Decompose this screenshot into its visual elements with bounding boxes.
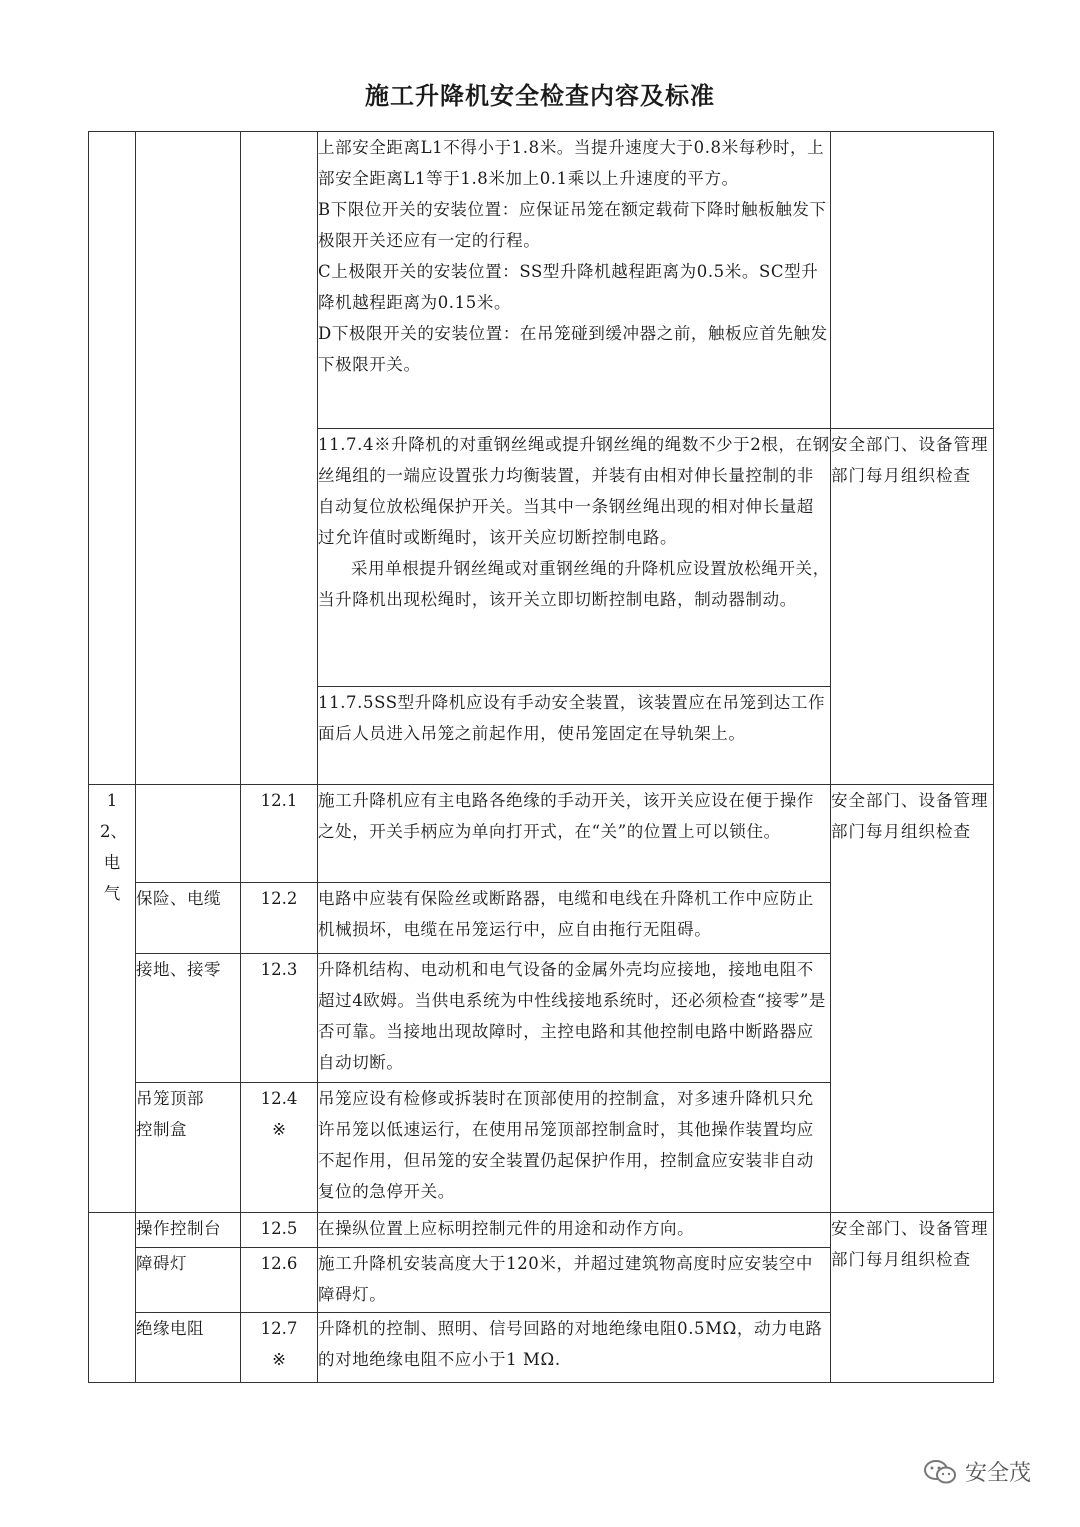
content-cell: 施工升降机应有主电路各绝缘的手动开关，该开关应设在便于操作之处，开关手柄应为单向打开式，在“关”的位置上可以锁住。 [318,785,831,883]
name-cell [136,785,241,883]
content-cell: 升降机的控制、照明、信号回路的对地绝缘电阻0.5MΩ，动力电路的对地绝缘电阻不应小于1 MΩ. [318,1313,831,1383]
dept-cell [831,132,994,429]
name-cell: 绝缘电阻 [136,1313,241,1383]
content-cell: 在操纵位置上应标明控制元件的用途和动作方向。 [318,1213,831,1248]
inspection-table [88,131,994,1383]
num-cell: 12.6 [241,1248,318,1313]
name-cell: 操作控制台 [136,1213,241,1248]
name-cell: 障碍灯 [136,1248,241,1313]
content-cell: 11.7.5SS型升降机应设有手动安全装置，该装置应在吊笼到达工作面后人员进入吊笼之前起作用，使吊笼固定在导轨架上。 [318,687,831,785]
content-cell: 施工升降机安装高度大于120米，并超过建筑物高度时应安装空中障碍灯。 [318,1248,831,1313]
content-cell: 升降机结构、电动机和电气设备的金属外壳均应接地，接地电阻不超过4欧姆。当供电系统为中性线接地系统时，还必须检查“接零”是否可靠。当接地出现故障时，主控电路和其他控制电路中断路器应自动切断。 [318,954,831,1083]
table-row [89,132,994,429]
wechat-icon [923,1459,957,1485]
num-cell: 12.1 [241,785,318,883]
num-cell: 12.7 ※ [241,1313,318,1383]
num-cell: 12.3 [241,954,318,1083]
name-cell: 接地、接零 [136,954,241,1083]
num-cell: 12.2 [241,883,318,954]
page-title: 施工升降机安全检查内容及标准 [365,81,715,110]
name-cell: 保险、电缆 [136,883,241,954]
content-cell: 上部安全距离L1不得小于1.8米。当提升速度大于0.8米每秒时，上部安全距离L1等于1.8米加上0.1乘以上升速度的平方。 B下限位开关的安装位置：应保证吊笼在额定载荷下降时触板触发下极限开关还应有一定的行程。 C上极限开关的安装位置：SS型升降机越程距离为0.5米。SC型升降机越程距离为0.15米。 D下极限开关的安装位置：在吊笼碰到缓冲器之前，触板应首先触发下极限开关。 [318,132,831,429]
watermark-text: 安全茂 [965,1461,1032,1486]
watermark [923,1456,1031,1487]
content-cell: 电路中应装有保险丝或断路器，电缆和电线在升降机工作中应防止机械损坏，电缆在吊笼运行中，应自由拖行无阻碍。 [318,883,831,954]
name-cell [136,132,241,785]
category-cell [89,1213,136,1383]
important-mark: ※ [272,1120,286,1139]
name-cell: 吊笼顶部控制盒 [136,1083,241,1213]
num-cell: 12.4 ※ [241,1083,318,1213]
category-cell: 12、电气 [89,785,136,1213]
important-mark: ※ [272,1350,286,1369]
table-row [89,785,994,883]
dept-cell: 安全部门、设备管理部门每月组织检查 [831,785,994,1213]
dept-cell: 安全部门、设备管理部门每月组织检查 [831,429,994,785]
num-cell [241,132,318,785]
category-cell [89,132,136,785]
content-cell: 吊笼应设有检修或拆装时在顶部使用的控制盒，对多速升降机只允许吊笼以低速运行，在使用吊笼顶部控制盒时，其他操作装置均应不起作用，但吊笼的安全装置仍起保护作用，控制盒应安装非自动复位的急停开关。 [318,1083,831,1213]
table-row [89,1213,994,1248]
dept-cell: 安全部门、设备管理部门每月组织检查 [831,1213,994,1383]
content-cell: 11.7.4※升降机的对重钢丝绳或提升钢丝绳的绳数不少于2根，在钢丝绳组的一端应设置张力均衡装置，并装有由相对伸长量控制的非自动复位放松绳保护开关。当其中一条钢丝绳出现的相对伸长量超过允许值时或断绳时，该开关应切断控制电路。 采用单根提升钢丝绳或对重钢丝绳的升降机应设置放松绳开关，当升降机出现松绳时，该开关立即切断控制电路，制动器制动。 [318,429,831,687]
num-cell: 12.5 [241,1213,318,1248]
